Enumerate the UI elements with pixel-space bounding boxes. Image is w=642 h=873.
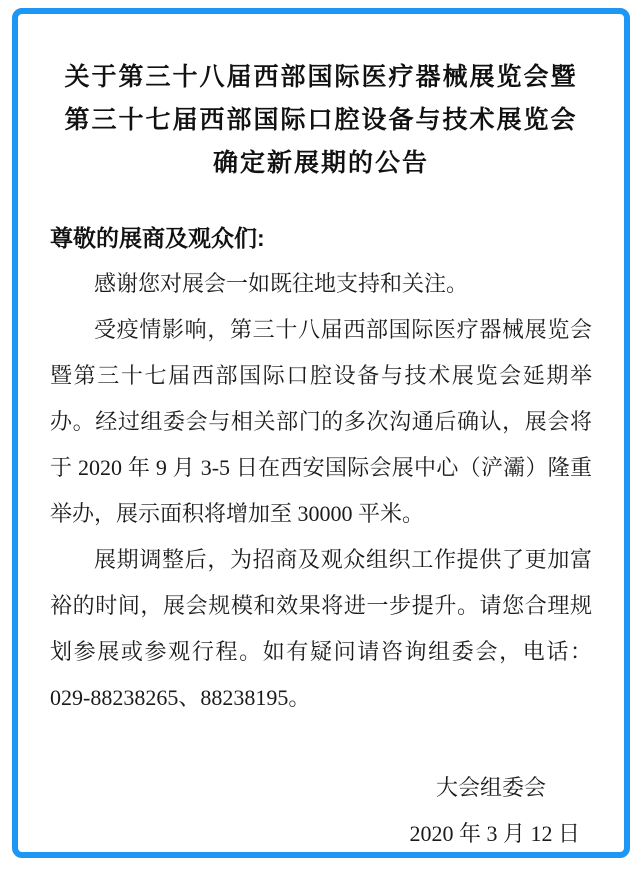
salutation: 尊敬的展商及观众们: [50, 225, 265, 251]
title-line-2: 第三十七届西部国际口腔设备与技术展览会 [64, 106, 578, 134]
signature-date: 2020 年 3 月 12 日 [409, 821, 580, 846]
signature-committee: 大会组委会 [435, 775, 546, 800]
document-title [50, 56, 592, 185]
paragraph-schedule-advice: 展期调整后，为招商及观众组织工作提供了更加富裕的时间，展会规模和效果将进一步提升。请您合理规划参展或参观行程。如有疑问请咨询组委会，电话：029-88238265、88238195。 [50, 547, 592, 710]
paragraph-postponement-details: 受疫情影响，第三十八届西部国际医疗器械展览会暨第三十七届西部国际口腔设备与技术展览会延期举办。经过组委会与相关部门的多次沟通后确认，展会将于 2020 年 9 月 3-5 日在西安国际会展中心（浐灞）隆重举办，展示面积将增加至 30000 平米。 [50, 317, 592, 526]
announcement-document-frame [12, 8, 630, 858]
title-line-1: 关于第三十八届西部国际医疗器械展览会暨 [64, 63, 578, 91]
paragraph-thanks: 感谢您对展会一如既往地支持和关注。 [94, 271, 469, 296]
title-line-3: 确定新展期的公告 [212, 149, 429, 177]
signature-block [50, 765, 592, 857]
